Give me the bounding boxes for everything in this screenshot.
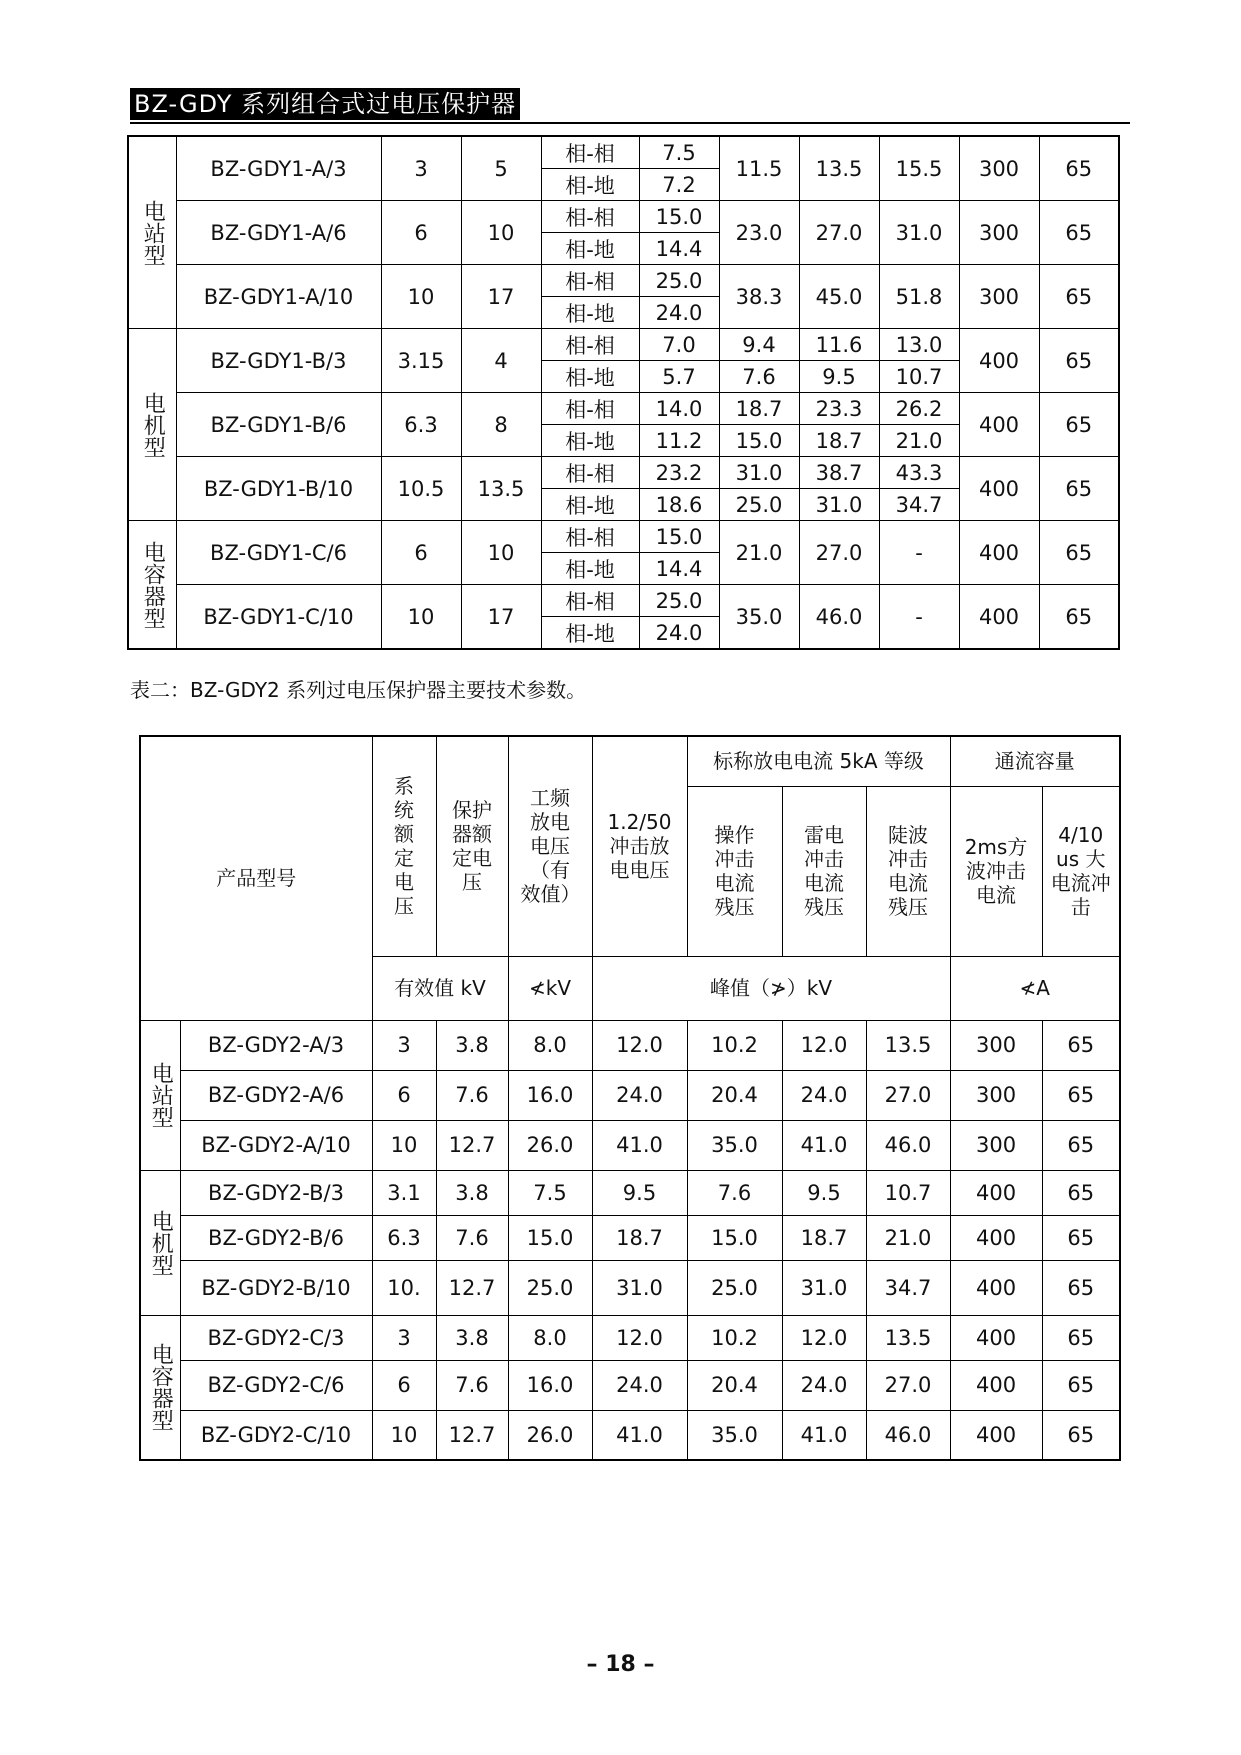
- value-cell: 400: [950, 1260, 1042, 1315]
- value-cell: 65: [1042, 1120, 1120, 1170]
- value-cell: 3: [372, 1020, 436, 1070]
- table-gdy1: [127, 135, 1120, 650]
- value-cell: 13.5: [866, 1315, 950, 1360]
- table-row: [140, 1020, 1120, 1070]
- value-cell: 10.2: [687, 1315, 782, 1360]
- table-row: 相-地 14.4: [128, 233, 1119, 265]
- value-cell: 10.: [372, 1260, 436, 1315]
- table-row: 相-地 7.2: [128, 169, 1119, 201]
- table-row: 电机型 BZ-GDY1-B/3 3.15 4 相-相 7.0 9.4 11.6 13.0 400 65: [128, 329, 1119, 361]
- value-cell: 21.0: [866, 1215, 950, 1260]
- value-cell: 7.6: [436, 1070, 508, 1120]
- group-label: 电机型: [128, 329, 176, 521]
- value-cell: 12.7: [436, 1260, 508, 1315]
- value-cell: 25.0: [508, 1260, 592, 1315]
- value-cell: 35.0: [687, 1410, 782, 1460]
- value-cell: 18.7: [592, 1215, 687, 1260]
- value-cell: 65: [1042, 1170, 1120, 1215]
- table-row: [140, 1410, 1120, 1460]
- value-cell: 24.0: [782, 1360, 866, 1410]
- value-cell: 10.2: [687, 1020, 782, 1070]
- value-cell: 65: [1042, 1070, 1120, 1120]
- value-cell: 8.0: [508, 1315, 592, 1360]
- value-cell: 3.8: [436, 1170, 508, 1215]
- header-pf-discharge: 工频放电电压（有效值）: [508, 736, 592, 956]
- value-cell: 26.0: [508, 1410, 592, 1460]
- value-cell: 15.0: [687, 1215, 782, 1260]
- table-row: BZ-GDY1-B/10 10.5 13.5 相-相 23.2 31.0 38.7 43.3 400 65: [128, 457, 1119, 489]
- value-cell: 41.0: [592, 1120, 687, 1170]
- model-cell: BZ-GDY2-B/3: [180, 1170, 372, 1215]
- table-row: [140, 1315, 1120, 1360]
- model-cell: BZ-GDY1-C/10: [176, 585, 381, 650]
- value-cell: 3.8: [436, 1020, 508, 1070]
- model-cell: BZ-GDY2-C/10: [180, 1410, 372, 1460]
- value-cell: 400: [950, 1410, 1042, 1460]
- value-cell: 9.5: [592, 1170, 687, 1215]
- header-row: [140, 736, 1120, 786]
- group-label: 电站型: [140, 1020, 180, 1170]
- table-row: [140, 1260, 1120, 1315]
- value-cell: 12.7: [436, 1410, 508, 1460]
- value-cell: 41.0: [592, 1410, 687, 1460]
- header-rule: [130, 122, 1130, 124]
- value-cell: 12.7: [436, 1120, 508, 1170]
- value-cell: 65: [1042, 1215, 1120, 1260]
- group-label: 电机型: [140, 1170, 180, 1315]
- value-cell: 12.0: [592, 1020, 687, 1070]
- table-row: 相-地 14.4: [128, 553, 1119, 585]
- header-group-flow: 通流容量: [950, 736, 1120, 786]
- table-row: 电容器型 BZ-GDY1-C/6 6 10 相-相 15.0 21.0 27.0 - 400 65: [128, 521, 1119, 553]
- value-cell: 7.5: [508, 1170, 592, 1215]
- value-cell: 18.7: [782, 1215, 866, 1260]
- group-label: 电站型: [128, 136, 176, 329]
- value-cell: 15.0: [508, 1215, 592, 1260]
- value-cell: 16.0: [508, 1070, 592, 1120]
- table-row: BZ-GDY1-B/6 6.3 8 相-相 14.0 18.7 23.3 26.2 400 65: [128, 393, 1119, 425]
- value-cell: 300: [950, 1120, 1042, 1170]
- value-cell: 26.0: [508, 1120, 592, 1170]
- table-row: 相-地 5.7 7.6 9.5 10.7: [128, 361, 1119, 393]
- model-cell: BZ-GDY1-B/6: [176, 393, 381, 457]
- value-cell: 400: [950, 1360, 1042, 1410]
- table-row: [140, 1120, 1120, 1170]
- header-lightning: 雷电冲击电流残压: [782, 786, 866, 956]
- value-cell: 300: [950, 1020, 1042, 1070]
- table-row: 相-地 11.2 15.0 18.7 21.0: [128, 425, 1119, 457]
- header-2ms: 2ms方波冲击电流: [950, 786, 1042, 956]
- model-cell: BZ-GDY1-A/3: [176, 136, 381, 201]
- header-impulse-discharge: 1.2/50冲击放电电压: [592, 736, 687, 956]
- header-system-voltage: 系统额定电压: [372, 736, 436, 956]
- value-cell: 65: [1042, 1410, 1120, 1460]
- model-cell: BZ-GDY1-B/3: [176, 329, 381, 393]
- value-cell: 6.3: [372, 1215, 436, 1260]
- table-row: BZ-GDY1-A/6 6 10 相-相 15.0 23.0 27.0 31.0 300 65: [128, 201, 1119, 233]
- value-cell: 12.0: [592, 1315, 687, 1360]
- value-cell: 46.0: [866, 1410, 950, 1460]
- value-cell: 10: [372, 1410, 436, 1460]
- document-header: BZ-GDY 系列组合式过电压保护器: [130, 88, 520, 120]
- value-cell: 3.1: [372, 1170, 436, 1215]
- value-cell: 10.7: [866, 1170, 950, 1215]
- model-cell: BZ-GDY2-C/3: [180, 1315, 372, 1360]
- value-cell: 7.6: [436, 1360, 508, 1410]
- value-cell: 65: [1042, 1260, 1120, 1315]
- model-cell: BZ-GDY2-A/3: [180, 1020, 372, 1070]
- value-cell: 34.7: [866, 1260, 950, 1315]
- table-row: [140, 1070, 1120, 1120]
- value-cell: 65: [1042, 1315, 1120, 1360]
- model-cell: BZ-GDY2-B/10: [180, 1260, 372, 1315]
- value-cell: 12.0: [782, 1020, 866, 1070]
- group-label: 电容器型: [128, 521, 176, 650]
- value-cell: 400: [950, 1170, 1042, 1215]
- table-row: [140, 1360, 1120, 1410]
- value-cell: 6: [372, 1070, 436, 1120]
- unit-peak-kv: 峰值（≯）kV: [592, 956, 950, 1020]
- value-cell: 41.0: [782, 1410, 866, 1460]
- value-cell: 35.0: [687, 1120, 782, 1170]
- value-cell: 12.0: [782, 1315, 866, 1360]
- header-model: 产品型号: [140, 736, 372, 1020]
- table-row: BZ-GDY1-C/10 10 17 相-相 25.0 35.0 46.0 - 400 65: [128, 585, 1119, 617]
- model-cell: BZ-GDY2-B/6: [180, 1215, 372, 1260]
- table-row: [140, 1170, 1120, 1215]
- value-cell: 24.0: [782, 1070, 866, 1120]
- value-cell: 24.0: [592, 1070, 687, 1120]
- table2-body: [140, 1020, 1120, 1460]
- value-cell: 300: [950, 1070, 1042, 1120]
- value-cell: 27.0: [866, 1360, 950, 1410]
- value-cell: 46.0: [866, 1120, 950, 1170]
- table-row: [140, 1215, 1120, 1260]
- table-row: 电站型 BZ-GDY1-A/3 3 5 相-相 7.5 11.5 13.5 15.5 300 65: [128, 136, 1119, 169]
- header-protector-voltage: 保护器额定电压: [436, 736, 508, 956]
- value-cell: 31.0: [592, 1260, 687, 1315]
- value-cell: 7.6: [436, 1215, 508, 1260]
- value-cell: 27.0: [866, 1070, 950, 1120]
- table-row: 相-地 18.6 25.0 31.0 34.7: [128, 489, 1119, 521]
- table-row: BZ-GDY1-A/10 10 17 相-相 25.0 38.3 45.0 51.8 300 65: [128, 265, 1119, 297]
- value-cell: 10: [372, 1120, 436, 1170]
- group-label: 电容器型: [140, 1315, 180, 1460]
- value-cell: 8.0: [508, 1020, 592, 1070]
- table-gdy2: [139, 735, 1121, 1461]
- model-cell: BZ-GDY2-A/6: [180, 1070, 372, 1120]
- unit-ka: ≮A: [950, 956, 1120, 1020]
- model-cell: BZ-GDY1-A/6: [176, 201, 381, 265]
- table-caption: 表二：BZ-GDY2 系列过电压保护器主要技术参数。: [130, 678, 587, 702]
- header-group-5ka: 标称放电电流 5kA 等级: [687, 736, 950, 786]
- unit-kv: ≮kV: [508, 956, 592, 1020]
- value-cell: 20.4: [687, 1360, 782, 1410]
- model-cell: BZ-GDY1-A/10: [176, 265, 381, 329]
- unit-rms-kv: 有效值 kV: [372, 956, 508, 1020]
- header-4-10us: 4/10 us 大电流冲击: [1042, 786, 1120, 956]
- value-cell: 6: [372, 1360, 436, 1410]
- value-cell: 24.0: [592, 1360, 687, 1410]
- value-cell: 25.0: [687, 1260, 782, 1315]
- value-cell: 20.4: [687, 1070, 782, 1120]
- page-number: – 18 –: [586, 1652, 655, 1677]
- table-row: 相-地 24.0: [128, 297, 1119, 329]
- model-cell: BZ-GDY1-C/6: [176, 521, 381, 585]
- value-cell: 7.6: [687, 1170, 782, 1215]
- value-cell: 13.5: [866, 1020, 950, 1070]
- model-cell: BZ-GDY2-C/6: [180, 1360, 372, 1410]
- value-cell: 3: [372, 1315, 436, 1360]
- header-switching: 操作冲击电流残压: [687, 786, 782, 956]
- value-cell: 3.8: [436, 1315, 508, 1360]
- value-cell: 65: [1042, 1360, 1120, 1410]
- value-cell: 31.0: [782, 1260, 866, 1315]
- model-cell: BZ-GDY2-A/10: [180, 1120, 372, 1170]
- value-cell: 9.5: [782, 1170, 866, 1215]
- value-cell: 65: [1042, 1020, 1120, 1070]
- table-row: 相-地 24.0: [128, 617, 1119, 650]
- value-cell: 400: [950, 1215, 1042, 1260]
- header-steep: 陡波冲击电流残压: [866, 786, 950, 956]
- model-cell: BZ-GDY1-B/10: [176, 457, 381, 521]
- value-cell: 41.0: [782, 1120, 866, 1170]
- value-cell: 400: [950, 1315, 1042, 1360]
- value-cell: 16.0: [508, 1360, 592, 1410]
